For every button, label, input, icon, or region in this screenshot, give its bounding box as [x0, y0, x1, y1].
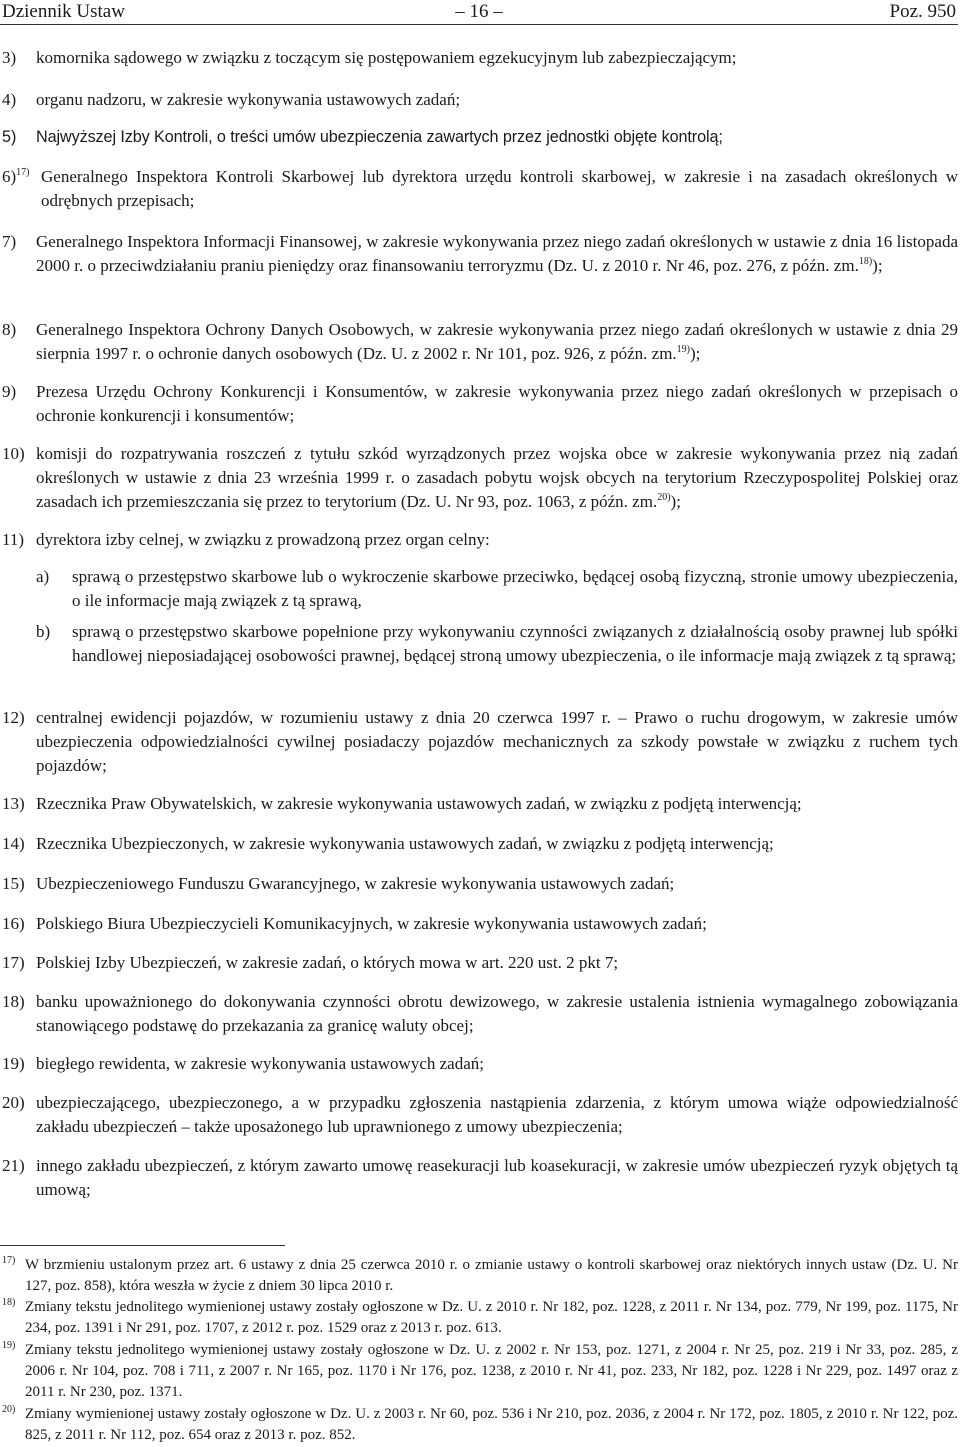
sub-item-letter: a) [36, 567, 50, 586]
footnote-text: Zmiany tekstu jednolitego wymienionej ustawy zostały ogłoszone w Dz. U. z 2010 r. Nr 182, poz. 1228, z 2011 r. Nr 134, poz. 779, Nr 199, poz. 1175, Nr 234, poz. 1391 i Nr 291, poz. 1707, z 2012 r. poz. 1529 oraz z 2013 r. poz. 613. [25, 1299, 958, 1336]
list-item [0, 1154, 958, 1202]
footnote-ref: 19) [676, 344, 691, 355]
item-text: innego zakładu ubezpieczeń, z którym zawarto umowę reasekuracji lub koasekuracji, w zakresie umów ubezpieczeń ryzyk objętych tą umową; [36, 1156, 958, 1199]
item-number: 7) [2, 232, 17, 251]
item-text: Polskiej Izby Ubezpieczeń, w zakresie zadań, o których mowa w art. 220 ust. 2 pkt 7; [36, 953, 619, 972]
footnote [0, 1255, 958, 1297]
list-item [0, 990, 958, 1038]
item-text: Ubezpieczeniowego Funduszu Gwarancyjnego, w zakresie wykonywania ustawowych zadań; [36, 874, 675, 893]
list-item [0, 88, 958, 112]
list-item [0, 1052, 958, 1076]
item-number: 17) [2, 953, 25, 972]
list-item [0, 318, 958, 366]
item-text: ubezpieczającego, ubezpieczonego, a w przypadku zgłoszenia nastąpienia zdarzenia, z którym umowa wiąże odpowiedzialność zakładu ubezpieczeń – także uposażonego lub uprawnionego z umowy ubezpieczenia; [36, 1093, 958, 1136]
list-item [0, 528, 958, 552]
item-number: 20) [2, 1093, 25, 1112]
footnote [0, 1404, 958, 1446]
item-text: Prezesa Urzędu Ochrony Konkurencji i Konsumentów, w zakresie wykonywania przez niego zadań określonych w przepisach o ochronie konkurencji i konsumentów; [36, 382, 958, 425]
item-number: 10) [2, 444, 25, 463]
item-number: 9) [2, 382, 17, 401]
item-number: 3) [2, 48, 17, 67]
list-item [0, 442, 958, 514]
item-text: biegłego rewidenta, w zakresie wykonywania ustawowych zadań; [36, 1054, 484, 1073]
list-item [0, 832, 958, 856]
list-item [0, 706, 958, 778]
item-text: organu nadzoru, w zakresie wykonywania ustawowych zadań; [36, 90, 461, 109]
list-item [0, 380, 958, 428]
item-number: 16) [2, 914, 25, 933]
item-text: Najwyższej Izby Kontroli, o treści umów ubezpieczenia zawartych przez jednostki objęte kontrolą; [36, 128, 723, 146]
item-number: 12) [2, 708, 25, 727]
footnote-text: W brzmieniu ustalonym przez art. 6 ustawy z dnia 25 czerwca 2010 r. o zmianie ustawy o kontroli skarbowej oraz niektórych innych ustaw (Dz. U. Nr 127, poz. 858), która weszła w życie z dniem 30 lipca 2010 r. [25, 1257, 958, 1294]
footnote-number: 18) [2, 1297, 16, 1308]
item-text: Rzecznika Ubezpieczonych, w zakresie wykonywania ustawowych zadań, w związku z podjętą interwencją; [36, 834, 774, 853]
item-number: 18) [2, 992, 25, 1011]
item-number: 15) [2, 874, 25, 893]
footnote-ref: 20) [657, 492, 671, 503]
item-text: banku upoważnionego do dokonywania czynności obrotu dewizowego, w zakresie ustalenia istnienia wymagalnego zobowiązania stanowiącego podstawę do przekazania za granicę waluty obcej; [36, 992, 958, 1035]
page-header [0, 0, 958, 25]
item-number: 4) [2, 90, 17, 109]
journal-title: Dziennik Ustaw [2, 1, 125, 22]
item-text: Generalnego Inspektora Ochrony Danych Osobowych, w zakresie wykonywania przez niego zadań określonych w ustawie z dnia 29 sierpnia 1997 r. o ochronie danych osobowych (Dz. U. z 2002 r. Nr 101, poz. 926, z późn. zm.$^{19)}$); [36, 320, 958, 363]
footnote-number: 20) [2, 1404, 16, 1415]
footnote-number: 17) [2, 1255, 16, 1266]
list-item [0, 230, 958, 278]
list-item [0, 125, 958, 149]
item-number: 19) [2, 1054, 25, 1073]
list-item [0, 951, 958, 975]
item-number: 11) [2, 530, 25, 549]
item-number: 21) [2, 1156, 25, 1175]
footnote-text: Zmiany tekstu jednolitego wymienionej ustawy zostały ogłoszone w Dz. U. z 2002 r. Nr 153, poz. 1271, z 2004 r. Nr 25, poz. 219 i Nr 33, poz. 285, z 2006 r. Nr 104, poz. 708 i 711, z 2007 r. Nr 165, poz. 1170 i Nr 176, poz. 1238, z 2010 r. Nr 41, poz. 233, Nr 182, poz. 1228 i Nr 229, poz. 1497 oraz z 2011 r. Nr 230, poz. 1371. [25, 1342, 958, 1400]
footnote-ref: 18) [858, 256, 873, 267]
sub-list-item [36, 620, 958, 668]
footnote [0, 1340, 958, 1403]
sub-item-text: sprawą o przestępstwo skarbowe lub o wykroczenie skarbowe przeciwko, będącej osobą fizyczną, stronie umowy ubezpieczenia, o ile informacje mają związek z tą sprawą, [72, 567, 958, 610]
item-text: Polskiego Biura Ubezpieczycieli Komunikacyjnych, w zakresie wykonywania ustawowych zadań; [36, 914, 707, 933]
sub-item-letter: b) [36, 622, 51, 641]
item-text: Rzecznika Praw Obywatelskich, w zakresie wykonywania ustawowych zadań, w związku z podjętą interwencją; [36, 794, 802, 813]
item-number: 13) [2, 794, 25, 813]
item-text: centralnej ewidencji pojazdów, w rozumieniu ustawy z dnia 20 czerwca 1997 r. – Prawo o ruchu drogowym, w zakresie umów ubezpieczenia odpowiedzialności cywilnej posiadaczy pojazdów mechanicznych za szkody powstałe w związku z ruchem tych pojazdów; [36, 708, 958, 775]
item-text: Generalnego Inspektora Informacji Finansowej, w zakresie wykonywania przez niego zadań określonych w ustawie z dnia 16 listopada 2000 r. o przeciwdziałaniu praniu pieniędzy oraz finansowaniu terroryzmu (Dz. U. z 2010 r. Nr 46, poz. 276, z późn. zm.$^{18)}$); [36, 232, 958, 275]
list-item [0, 1091, 958, 1139]
sub-list-item [36, 565, 958, 613]
item-text: Generalnego Inspektora Kontroli Skarbowej lub dyrektora urzędu kontroli skarbowej, w zakresie i na zasadach określonych w odrębnych przepisach; [41, 167, 958, 210]
footnote-number: 19) [2, 1340, 16, 1351]
footnote [0, 1297, 958, 1339]
item-number: 6)$^{17)}$ [2, 167, 30, 186]
list-item [0, 792, 958, 816]
list-item [0, 46, 958, 70]
item-number: 5) [2, 128, 17, 146]
item-text: komisji do rozpatrywania roszczeń z tytułu szkód wyrządzonych przez wojska obce w zakresie wykonywania przez nią zadań określonych w ustawie z dnia 23 września 1999 r. o zasadach pobytu wojsk obcych na terytorium Rzeczypospolitej Polskiej oraz zasadach ich przemieszczania się przez to terytorium (Dz. U. Nr 93, poz. 1063, z późn. zm.$^{20)}$); [36, 444, 958, 511]
sub-item-text: sprawą o przestępstwo skarbowe popełnione przy wykonywaniu czynności związanych z działalnością osoby prawnej lub spółki handlowej nieposiadającej osobowości prawnej, będącej stroną umowy ubezpieczenia, o ile informacje mają związek z tą sprawą; [72, 622, 958, 665]
item-text: komornika sądowego w związku z toczącym się postępowaniem egzekucyjnym lub zabezpieczającym; [36, 48, 737, 67]
page-number: – 16 – [455, 1, 503, 22]
item-text: dyrektora izby celnej, w związku z prowadzoną przez organ celny: [36, 530, 490, 549]
footnote-ref: 17) [16, 167, 30, 178]
list-item [0, 165, 958, 213]
position-number: Poz. 950 [889, 1, 956, 22]
footnote-text: Zmiany wymienionej ustawy zostały ogłoszone w Dz. U. z 2003 r. Nr 60, poz. 536 i Nr 210, poz. 2036, z 2004 r. Nr 172, poz. 1805, z 2010 r. Nr 122, poz. 825, z 2011 r. Nr 112, poz. 654 oraz z 2013 r. poz. 852. [25, 1406, 958, 1443]
item-number: 8) [2, 320, 17, 339]
footnote-divider [0, 1245, 285, 1246]
item-number: 14) [2, 834, 25, 853]
list-item [0, 872, 958, 896]
list-item [0, 912, 958, 936]
